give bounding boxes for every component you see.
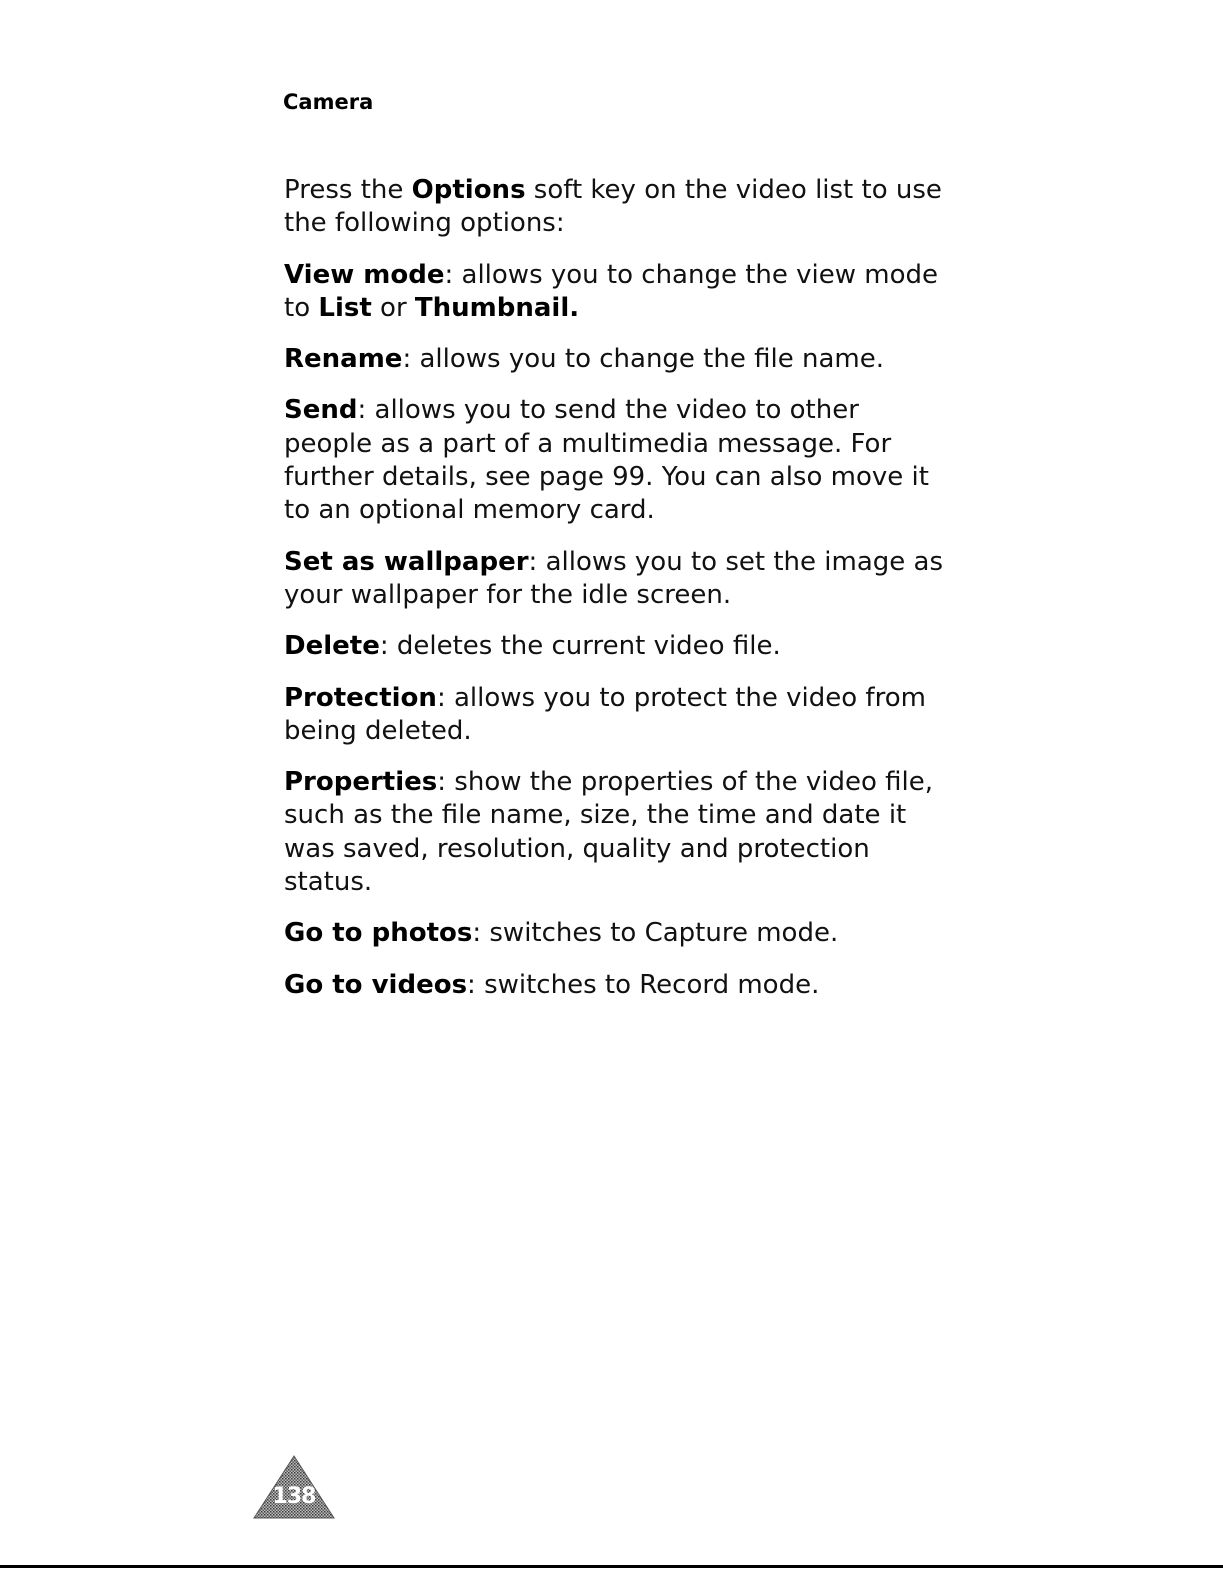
option-term: Delete	[284, 631, 380, 662]
option-desc: allows you to protect the video from being deleted.	[284, 682, 926, 746]
option-term: Go to videos	[284, 969, 468, 1000]
option-desc: show the properties of the video file, such as the file name, size, the time and date it was saved, resolution, quality and protection status.	[284, 767, 934, 898]
option-sep: :	[472, 918, 490, 949]
option-go-to-photos	[284, 917, 944, 950]
view-mode-thumbnail: Thumbnail	[414, 292, 570, 323]
section-header: Camera	[283, 90, 374, 114]
option-term: Set as wallpaper	[284, 546, 529, 577]
option-term: Go to photos	[284, 918, 473, 949]
option-desc: allows you to set the image as your wallpaper for the idle screen.	[284, 546, 943, 610]
option-term: Rename	[284, 344, 403, 375]
option-desc: deletes the current video file.	[396, 631, 781, 662]
intro-text-post: soft key on the video list to use the following options:	[284, 175, 942, 239]
option-sep: :	[379, 631, 397, 662]
intro-text-pre: Press the	[284, 175, 412, 205]
option-delete	[284, 630, 944, 663]
option-term: Send	[284, 395, 358, 426]
option-go-to-videos	[284, 969, 944, 1002]
option-rename	[284, 343, 944, 376]
option-term: Protection	[284, 682, 437, 713]
option-desc: allows you to send the video to other people as a part of a multimedia message. For further details, see page 99. You can also move it to an optional memory card.	[284, 395, 929, 526]
option-send	[284, 394, 944, 527]
intro-paragraph	[284, 174, 944, 241]
option-desc: switches to Record mode.	[484, 969, 820, 1000]
option-sep: :	[437, 767, 455, 798]
option-term: Properties	[284, 767, 438, 798]
option-desc: switches to Capture mode.	[489, 918, 839, 949]
option-term: View mode	[284, 259, 445, 290]
option-set-as-wallpaper	[284, 546, 944, 613]
option-sep: :	[357, 395, 375, 426]
bottom-rule	[0, 1565, 1223, 1568]
option-protection	[284, 682, 944, 749]
option-end: .	[569, 292, 580, 323]
option-sep: :	[436, 682, 454, 713]
page-number: 138	[272, 1484, 316, 1509]
page-number-badge	[252, 1454, 336, 1520]
option-view-mode	[284, 259, 944, 326]
option-sep: :	[528, 546, 546, 577]
option-desc: allows you to change the file name.	[419, 344, 884, 375]
options-key-label: Options	[411, 175, 526, 205]
option-mid: or	[371, 292, 415, 323]
page-body	[284, 174, 944, 1020]
option-sep: :	[402, 344, 420, 375]
option-sep: :	[467, 969, 485, 1000]
option-sep: :	[444, 259, 462, 290]
option-desc: allows you to change the view mode to	[284, 259, 939, 323]
option-properties	[284, 766, 944, 899]
view-mode-list: List	[318, 292, 372, 323]
